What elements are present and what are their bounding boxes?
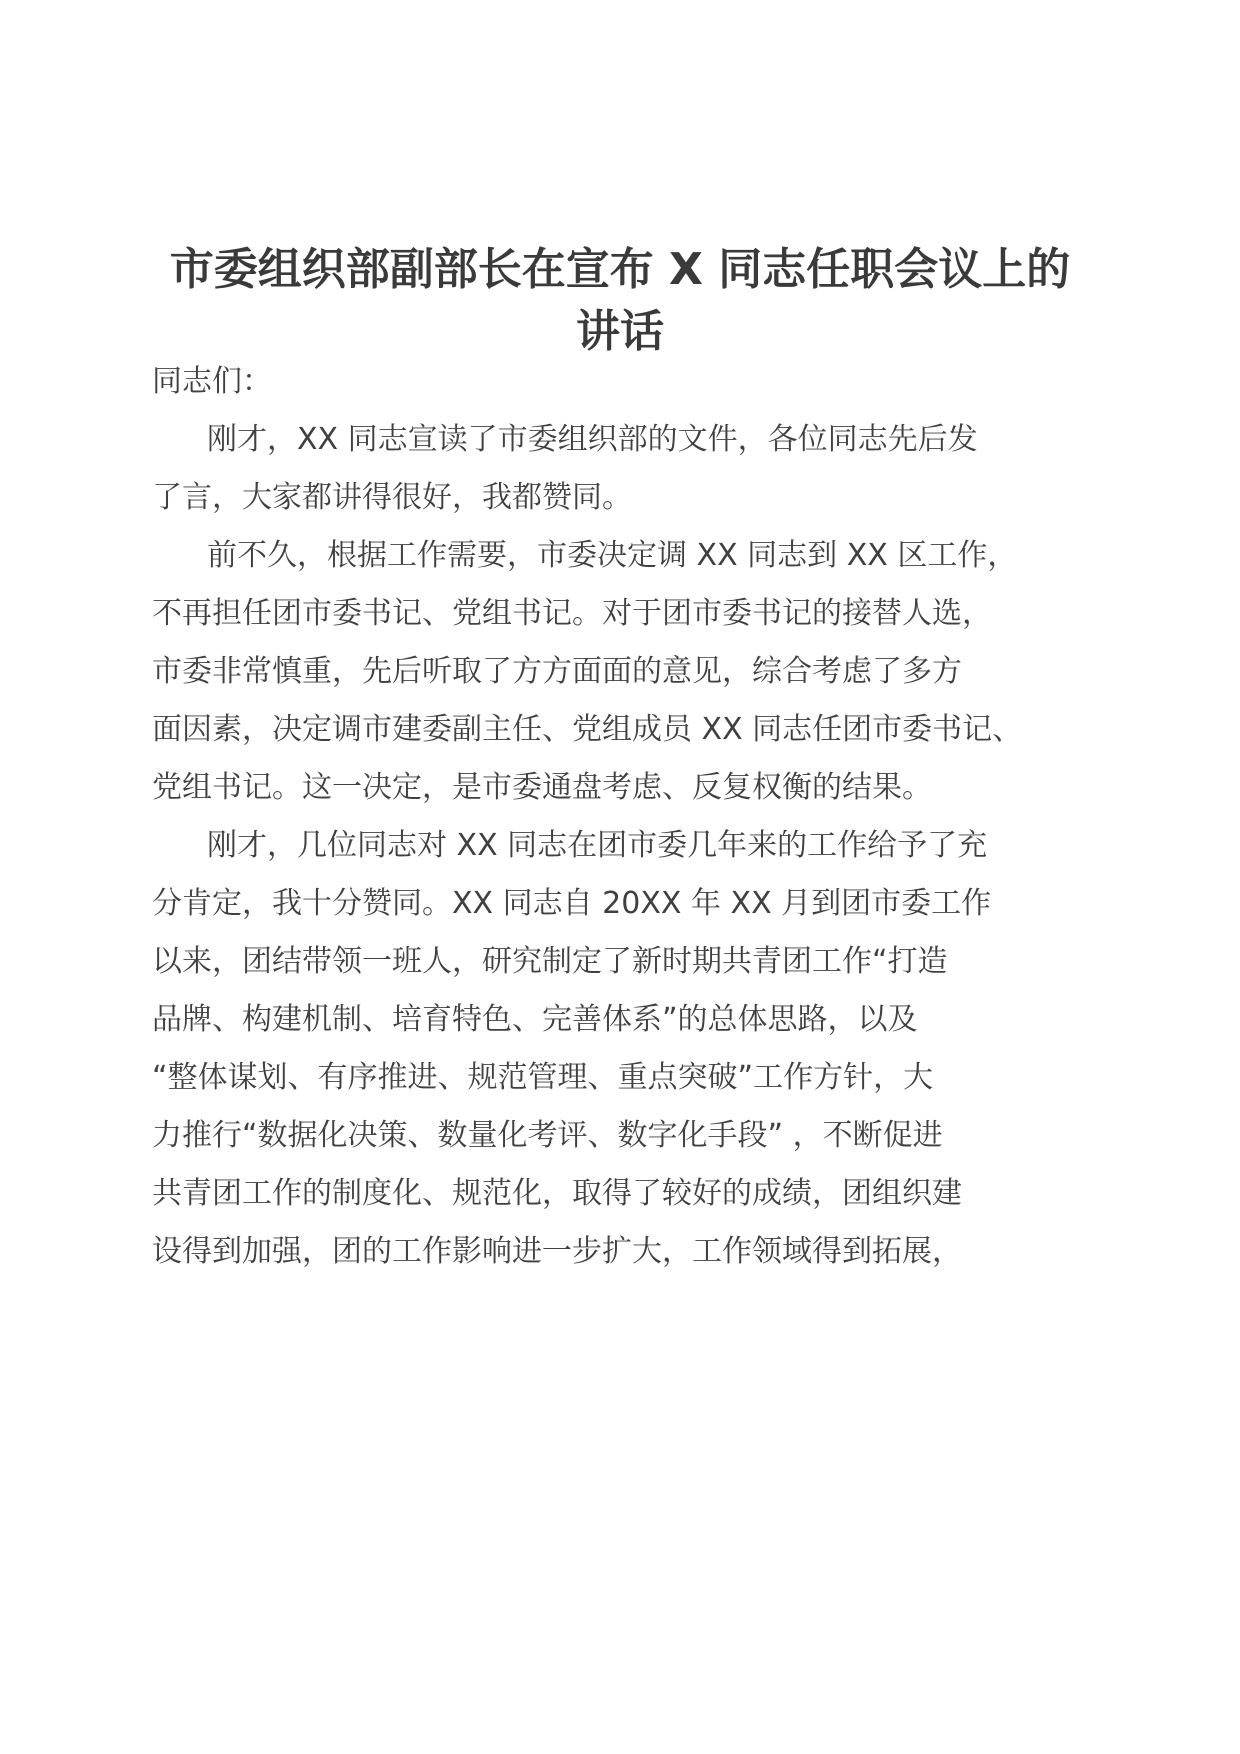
document-title-line-2: 讲话 xyxy=(576,306,664,357)
paragraph-line: 以来，团结带领一班人，研究制定了新时期共青团工作“打造 xyxy=(152,944,948,979)
document-title-line-1: 市委组织部副部长在宣布 X 同志任职会议上的 xyxy=(169,244,1071,295)
paragraph-line: 前不久，根据工作需要，市委决定调 XX 同志到 XX 区工作， xyxy=(207,538,1018,573)
salutation: 同志们： xyxy=(152,364,272,399)
paragraph-line: 面因素，决定调市建委副主任、党组成员 XX 同志任团市委书记、 xyxy=(152,712,1023,747)
paragraph-line: 了言，大家都讲得很好，我都赞同。 xyxy=(152,480,632,515)
paragraph-line: 分肯定，我十分赞同。XX 同志自 20XX 年 XX 月到团市委工作 xyxy=(152,886,992,921)
paragraph-line: “整体谋划、有序推进、规范管理、重点突破”工作方针，大 xyxy=(152,1060,934,1095)
paragraph-line: 共青团工作的制度化、规范化，取得了较好的成绩，团组织建 xyxy=(152,1176,962,1211)
paragraph-line: 品牌、构建机制、培育特色、完善体系”的总体思路，以及 xyxy=(152,1002,918,1037)
paragraph-line: 不再担任团市委书记、党组书记。对于团市委书记的接替人选， xyxy=(152,596,992,631)
paragraph-line: 市委非常慎重，先后听取了方方面面的意见，综合考虑了多方 xyxy=(152,654,962,689)
paragraph-line: 党组书记。这一决定，是市委通盘考虑、反复权衡的结果。 xyxy=(152,770,932,805)
paragraph-line: 刚才，几位同志对 XX 同志在团市委几年来的工作给予了充 xyxy=(207,828,988,863)
paragraph-line: 刚才，XX 同志宣读了市委组织部的文件，各位同志先后发 xyxy=(207,422,978,457)
paragraph-line: 力推行“数据化决策、数量化考评、数字化手段” ，不断促进 xyxy=(152,1118,943,1153)
paragraph-line: 设得到加强，团的工作影响进一步扩大，工作领域得到拓展， xyxy=(152,1234,962,1269)
